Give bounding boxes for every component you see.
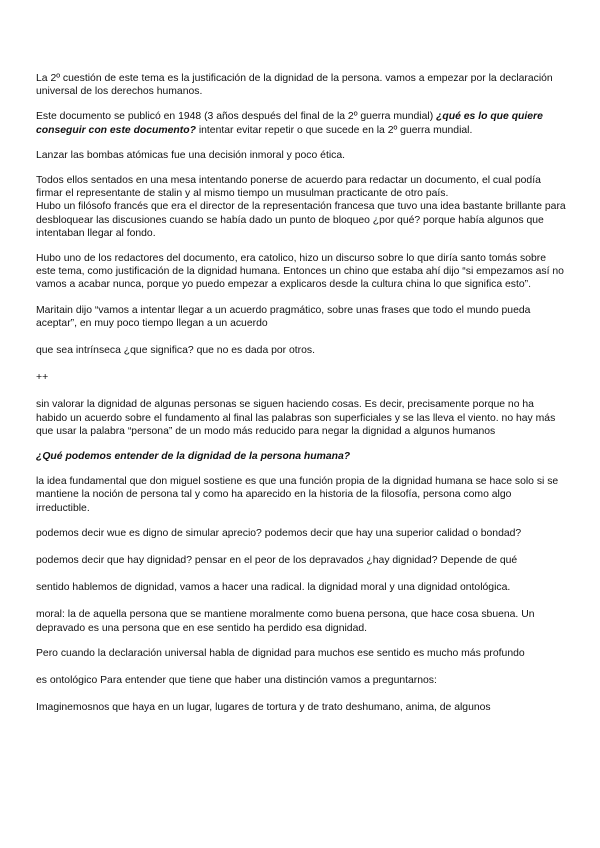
paragraph-don-miguel: la idea fundamental que don miguel sostiene es que una función propia de la dignidad humana se hace solo si se mantiene la noción de persona tal y como ha aparecido en la historia de la filosofía, persona como algo irreductible. xyxy=(36,476,559,514)
paragraph-group-table xyxy=(36,174,566,240)
paragraph-moral-definition: moral: la de aquella persona que se mantiene moralmente como buena persona, que hace cosa sbuena. Un depravado es una persona que en ese sentido ha perdido esa dignidad. xyxy=(36,609,535,634)
paragraph-simulate-appreciation: podemos decir wue es digno de simular aprecio? podemos decir que hay una superior calidad o bondad? xyxy=(36,527,522,539)
paragraph-table: Todos ellos sentados en una mesa intentando ponerse de acuerdo para redactar un documento, el cual podía firmar el representante de stalin y al mismo tiempo un musulman practicante de otro país. xyxy=(36,175,541,200)
document-body xyxy=(36,72,566,727)
paragraph-catholic-speech: Hubo uno de los redactores del documento, era catolico, hizo un discurso sobre lo que diría santo tomás sobre este tema, como justificación de la dignidad humana. Entonces un chino que estaba ahí dijo “si empezamos así no vamos a acabar nunca, porque yo puedo empezar a explicaros desde la cultura china lo que significa esto”. xyxy=(36,253,564,291)
paragraph-intro: La 2º cuestión de este tema es la justificación de la dignidad de la persona. vamos a empezar por la declaración universal de los derechos humanos. xyxy=(36,73,553,98)
paragraph-depraved: podemos decir que hay dignidad? pensar en el peor de los depravados ¿hay dignidad? Depende de qué xyxy=(36,555,518,567)
paragraph-ontological: es ontológico Para entender que tiene que haber una distinción vamos a preguntarnos: xyxy=(36,675,437,687)
paragraph-plus-marker: ++ xyxy=(36,372,49,384)
paragraph-universal-declaration: Pero cuando la declaración universal habla de dignidad para muchos ese sentido es mucho más profundo xyxy=(36,647,525,659)
paragraph-imagine: Imaginemosnos que haya en un lugar, lugares de tortura y de trato deshumano, anima, de algunos xyxy=(36,702,491,714)
paragraph-text: intentar evitar repetir o que sucede en la 2º guerra mundial. xyxy=(195,124,473,136)
paragraph-document-1948 xyxy=(36,110,566,136)
emphasized-question: ¿qué es lo que quiere conseguir con este documento? xyxy=(36,111,543,136)
paragraph-without-valuing: sin valorar la dignidad de algunas personas se siguen haciendo cosas. Es decir, precisamente porque no ha habido un acuerdo sobre el fundamento al final las palabras son superficiales y se las lleva el viento. no hay más que usar la palabra “persona” de un modo más reducido para negar la dignidad a algunos humanos xyxy=(36,399,556,437)
paragraph-maritain: Maritain dijo “vamos a intentar llegar a un acuerdo pragmático, sobre unas frases que todo el mundo pueda aceptar”, en muy poco tiempo llegan a un acuerdo xyxy=(36,304,531,329)
paragraph-intrinsic: que sea intrínseca ¿que significa? que no es dada por otros. xyxy=(36,345,315,357)
paragraph-text: Este documento se publicó en 1948 (3 años después del final de la 2º guerra mundial) xyxy=(36,111,437,123)
paragraph-atomic-bombs: Lanzar las bombas atómicas fue una decisión inmoral y poco ética. xyxy=(36,149,345,161)
section-heading: ¿Qué podemos entender de la dignidad de la persona humana? xyxy=(36,451,351,463)
paragraph-philosopher: Hubo un filósofo francés que era el director de la representación francesa que tuvo una idea bastante brillante para desbloquear las discusiones cuando se había dado un punto de bloqueo ¿por qué? porque había algunos que intentaban llegar al fondo. xyxy=(36,201,566,239)
paragraph-moral-ontological: sentido hablemos de dignidad, vamos a hacer una radical. la dignidad moral y una dignidad ontológica. xyxy=(36,582,511,594)
